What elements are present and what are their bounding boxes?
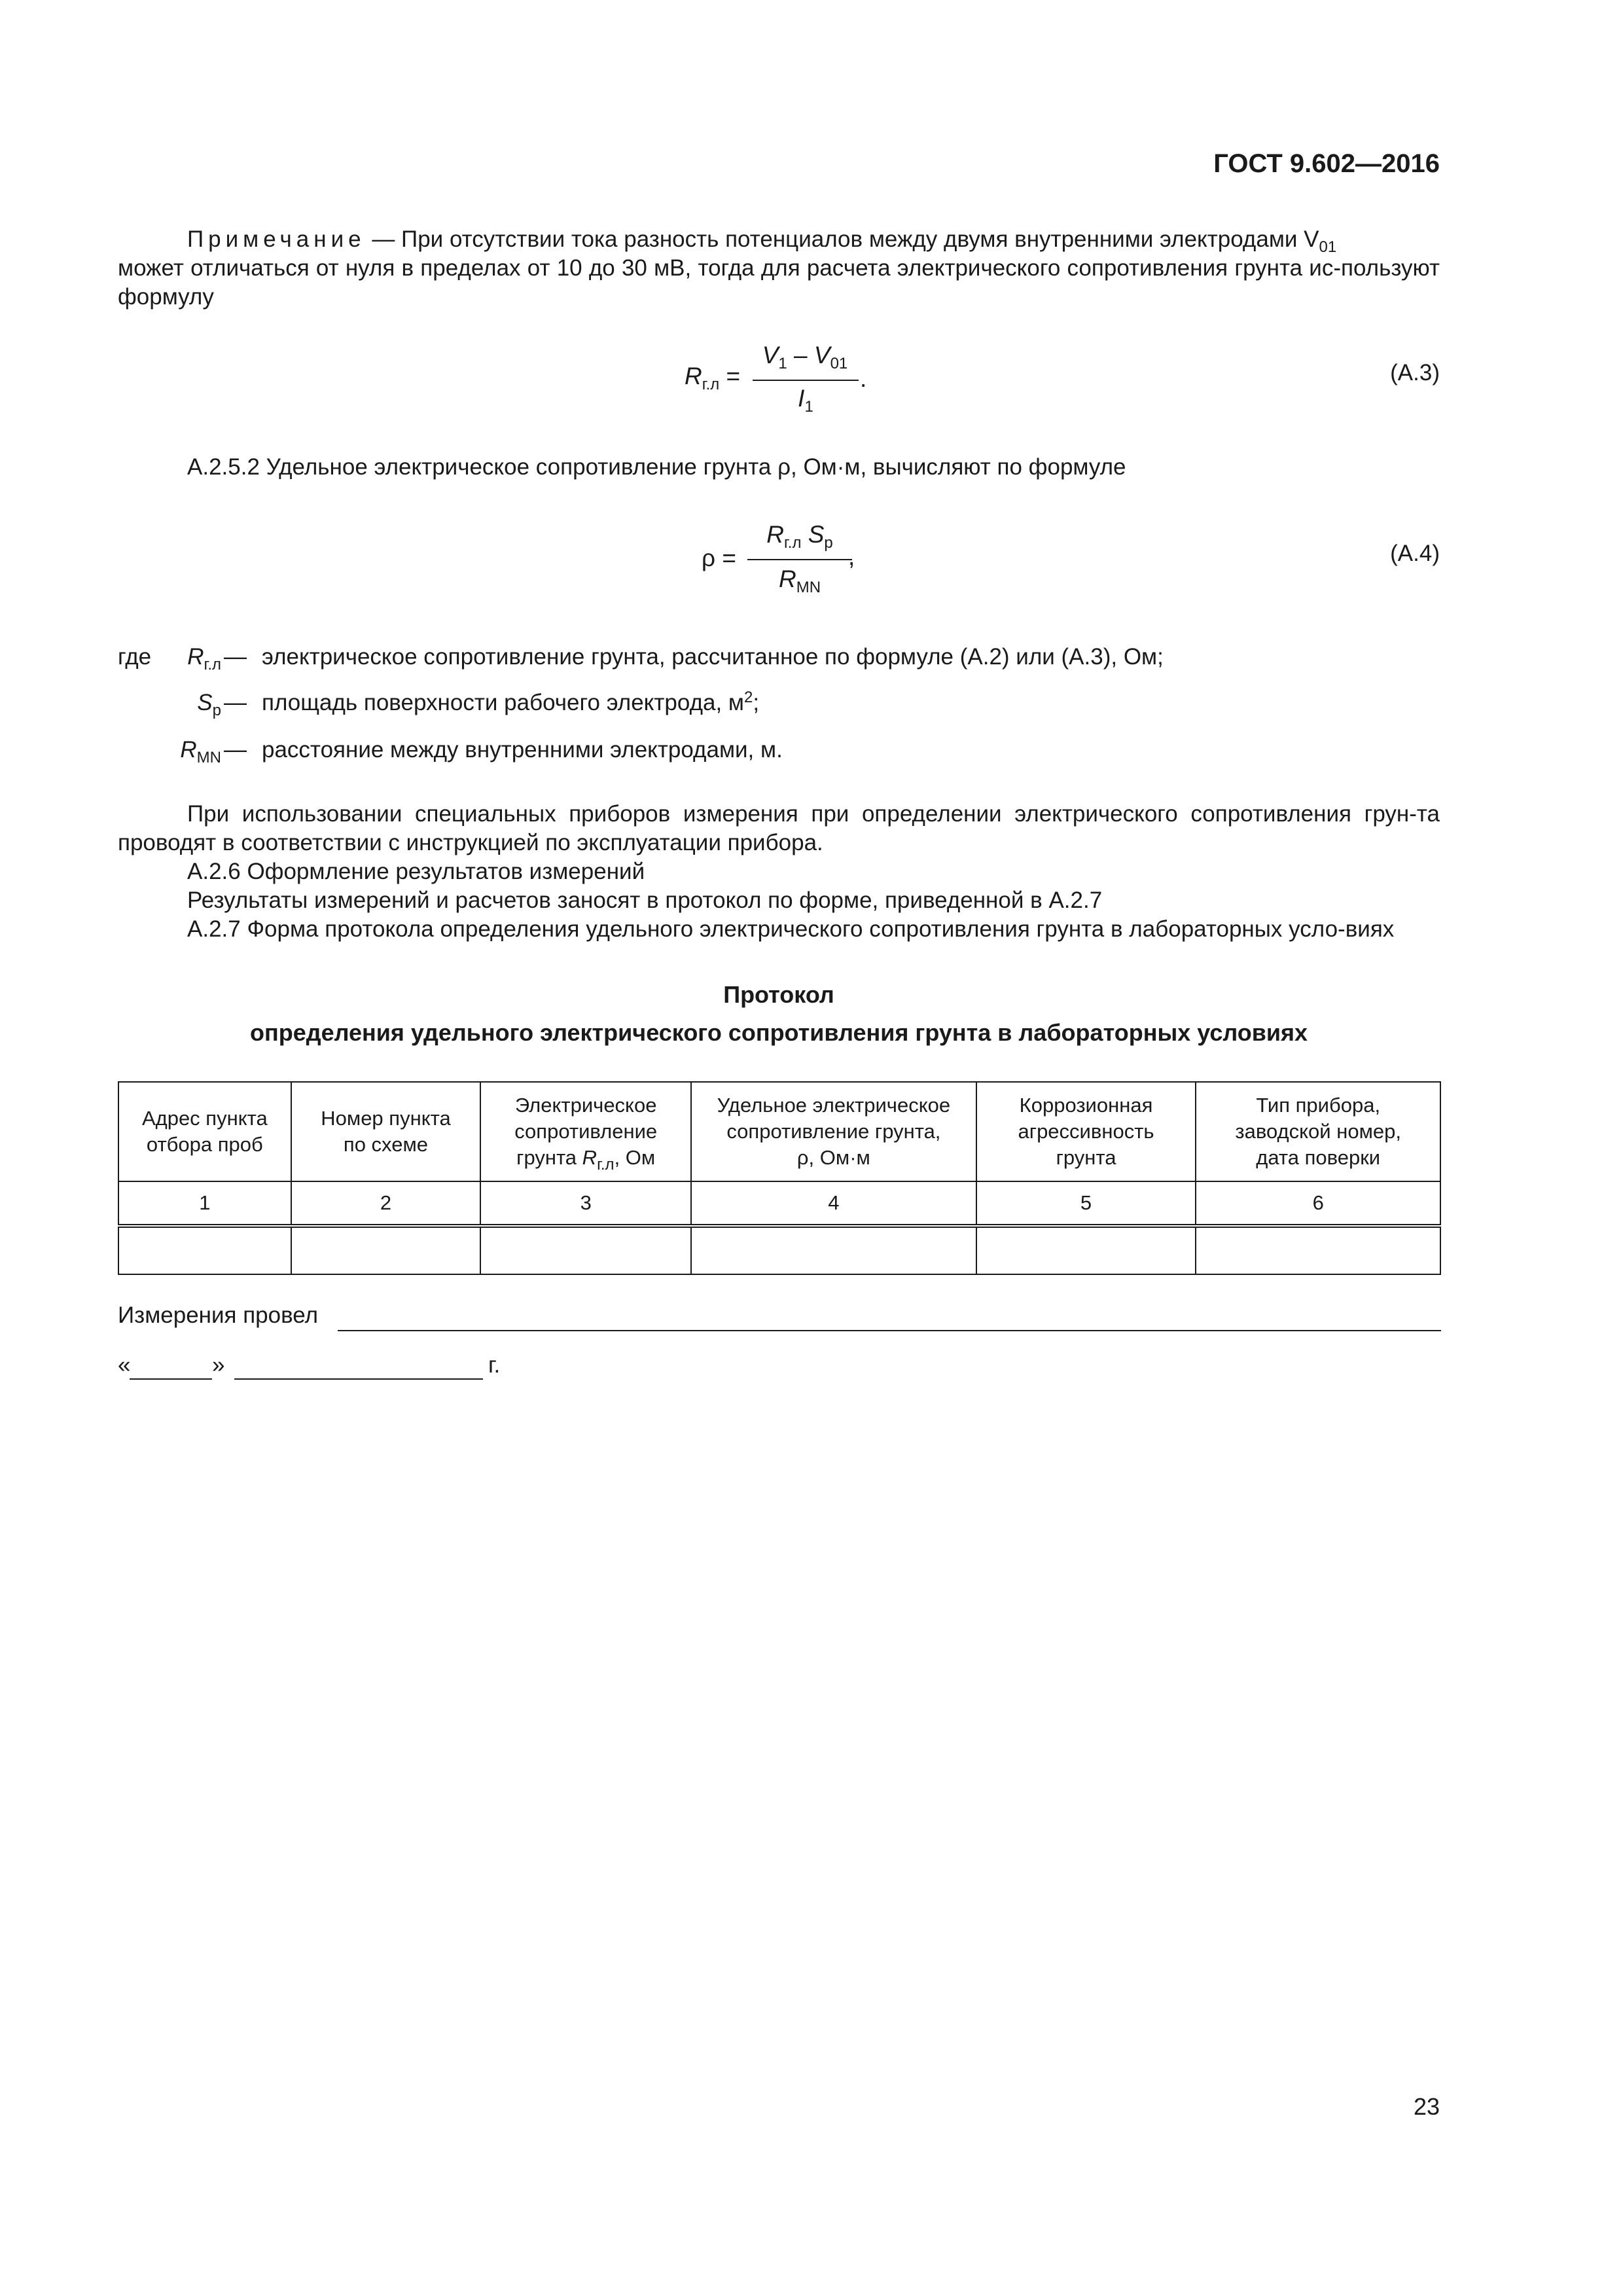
def-3-sub: MN: [196, 749, 221, 766]
table-empty-cell: [691, 1226, 976, 1274]
formula-a3-numerator: [753, 342, 857, 372]
clause-a252: А.2.5.2 Удельное электрическое сопротивление грунта ρ, Ом·м, вычисляют по формуле: [187, 454, 1126, 480]
table-empty-cell: [480, 1226, 691, 1274]
table-number-cell: 5: [976, 1181, 1196, 1226]
formula-a4-s-sub: р: [824, 534, 833, 552]
table-empty-cell: [1196, 1226, 1440, 1274]
protocol-table: [118, 1081, 1441, 1275]
table-header-row: [118, 1082, 1440, 1181]
def-1-symbol: [169, 643, 221, 672]
table-empty-cell: [291, 1226, 481, 1274]
def-1-sub: г.л: [204, 656, 221, 673]
table-number-cell: 4: [691, 1181, 976, 1226]
def-3-dash: —: [224, 737, 247, 762]
note-line-1: [118, 225, 1440, 254]
formula-a4-lhs: ρ =: [702, 545, 736, 571]
table-header-cell: Удельное электрическое сопротивление грунта, ρ, Ом·м: [691, 1082, 976, 1181]
protocol-subtitle: определения удельного электрического сопротивления грунта в лабораторных условиях: [249, 1019, 1308, 1046]
formula-a3-lhs-var: R: [685, 363, 702, 389]
quote-close: »: [212, 1352, 225, 1378]
formula-a3-i1-sub: 1: [804, 398, 813, 416]
formula-a3-i1: I: [798, 385, 805, 412]
table-empty-cell: [976, 1226, 1196, 1274]
def-3-sym: R: [180, 737, 197, 762]
note-v01-sub: 01: [1319, 238, 1337, 256]
formula-a4-r-sub: г.л: [783, 534, 802, 552]
formula-a3-v1: V: [762, 342, 779, 368]
table-number-cell: 2: [291, 1181, 481, 1226]
clause-a26: А.2.6 Оформление результатов измерений: [187, 859, 645, 884]
page-number: 23: [1413, 2093, 1440, 2120]
table-header-cell: Адрес пункта отбора проб: [118, 1082, 291, 1181]
note-paragraph: [118, 225, 1440, 312]
note-label: Примечание: [187, 226, 366, 252]
formula-a3-fraction-line: [753, 380, 859, 381]
table-number-cell: 1: [118, 1181, 291, 1226]
clause-a27: А.2.7 Форма протокола определения удельного электрического сопротивления грунта в лабораторных усло-виях: [187, 916, 1395, 942]
formula-a4-number: (А.4): [1390, 541, 1440, 566]
table-number-cell: 3: [480, 1181, 691, 1226]
year-suffix: г.: [488, 1352, 501, 1378]
def-2-text-main: площадь поверхности рабочего электрода, м: [262, 690, 744, 715]
formula-a4-r: R: [766, 521, 784, 548]
def-2-sub: р: [212, 702, 221, 719]
measured-by-line: [338, 1330, 1441, 1331]
formula-a4-fraction-line: [747, 559, 852, 560]
measured-by-label: Измерения провел: [118, 1302, 319, 1328]
formula-a3-tail: .: [860, 365, 867, 392]
formula-a4-rmn-sub: MN: [796, 579, 821, 596]
def-1-dash: —: [224, 644, 247, 670]
def-3-text: расстояние между внутренними электродами, м.: [262, 737, 783, 762]
formula-a4-rmn: R: [778, 565, 796, 592]
def-3-symbol: [149, 736, 221, 764]
protocol-title: Протокол: [723, 981, 834, 1008]
table-number-row: [118, 1181, 1440, 1226]
definitions-where: где: [118, 644, 152, 670]
table-empty-cell: [118, 1226, 291, 1274]
table-header-cell: Электрическое сопротивление грунта $R_{г.л}$, Ом: [480, 1082, 691, 1181]
note-text-a: — При отсутствии тока разность потенциалов между двумя внутренними электродами V: [365, 226, 1319, 252]
body-text: [118, 800, 1440, 944]
def-2-sup: 2: [743, 689, 753, 706]
def-2-dash: —: [224, 690, 247, 715]
table-empty-row: [118, 1226, 1440, 1274]
def-2-sym: S: [197, 690, 213, 715]
def-1-sym: R: [187, 644, 204, 670]
formula-a3-equals: =: [726, 363, 741, 389]
table-header-cell: Номер пункта по схеме: [291, 1082, 481, 1181]
month-line: [234, 1378, 483, 1380]
table-number-cell: 6: [1196, 1181, 1440, 1226]
formula-a3-v01: V: [813, 342, 830, 368]
formula-a4-tail: ,: [848, 543, 855, 570]
def-2-symbol: [169, 689, 221, 717]
formula-a3-number: (А.3): [1390, 360, 1440, 386]
quote-open: «: [118, 1352, 131, 1378]
formula-a3-denominator: [753, 385, 859, 416]
formula-a3-v01-sub: 01: [830, 355, 848, 372]
formula-a3-lhs-sub: г.л: [702, 376, 720, 393]
results-text: Результаты измерений и расчетов заносят в протокол по форме, приведенной в А.2.7: [187, 888, 1103, 913]
def-2-end: ;: [753, 690, 760, 715]
formula-a4-denominator: [747, 565, 852, 596]
formula-a3-v1-sub: 1: [778, 355, 787, 372]
formula-a4-s: S: [808, 521, 825, 548]
document-id: ГОСТ 9.602—2016: [1213, 149, 1440, 178]
table-header-cell: Тип прибора, заводской номер, дата поверки: [1196, 1082, 1440, 1181]
para-special-devices: При использовании специальных приборов измерения при определении электрического сопротивления грун-та проводят в соответствии с инструкцией по эксплуатации прибора.: [118, 801, 1440, 855]
formula-a3-minus: –: [787, 342, 814, 368]
def-2-text: [262, 689, 759, 717]
formula-a3-lhs: [685, 363, 741, 393]
day-line: [130, 1378, 212, 1380]
formula-a4-numerator: [747, 521, 852, 552]
def-1-text: электрическое сопротивление грунта, рассчитанное по формуле (А.2) или (А.3), Ом;: [262, 644, 1164, 670]
table-header-cell: Коррозионная агрессивность грунта: [976, 1082, 1196, 1181]
note-text-rest: может отличаться от нуля в пределах от 10 до 30 мВ, тогда для расчета электрического сопротивления грунта ис-пользуют формулу: [118, 255, 1440, 310]
